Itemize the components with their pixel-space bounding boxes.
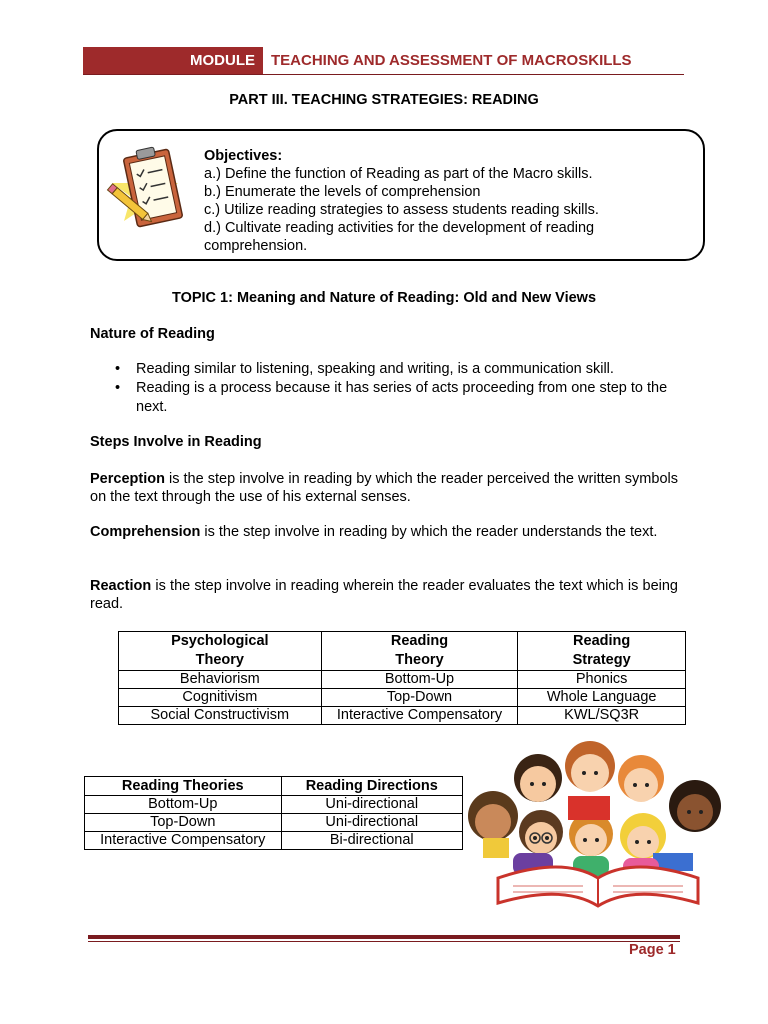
table-row	[85, 832, 463, 850]
nature-heading: Nature of Reading	[90, 326, 215, 342]
table-cell: Uni-directional	[281, 814, 462, 832]
nature-bullets	[113, 360, 683, 417]
table-row	[119, 707, 686, 725]
table-cell: Bi-directional	[281, 832, 462, 850]
module-header	[83, 47, 684, 75]
step-paragraph	[90, 577, 678, 613]
table-header-cell: Reading Theories	[85, 777, 282, 796]
table-header-cell: Reading Theory	[321, 632, 518, 671]
table-row	[85, 814, 463, 832]
step-paragraph	[90, 523, 678, 541]
table-header-cell: Psychological Theory	[119, 632, 322, 671]
table-row	[85, 796, 463, 814]
module-label: MODULE	[83, 47, 263, 74]
topic-title: TOPIC 1: Meaning and Nature of Reading: Old and New Views	[171, 290, 597, 306]
page-number: Page 1	[629, 942, 676, 958]
clipboard-checklist-icon	[100, 143, 190, 243]
children-reading-book-illustration	[463, 738, 733, 913]
table-cell: Interactive Compensatory	[85, 832, 282, 850]
table-cell: Social Constructivism	[119, 707, 322, 725]
table-cell: Bottom-Up	[85, 796, 282, 814]
table-cell: Uni-directional	[281, 796, 462, 814]
table-header-row	[85, 777, 463, 796]
step-text: is the step involve in reading wherein the reader evaluates the text which is being read.	[90, 578, 678, 612]
bullet-item: • Reading is a process because it has series of acts proceeding from one step to the next.	[113, 379, 683, 417]
footer-divider	[88, 935, 680, 939]
objectives-text	[204, 147, 664, 255]
table-header-cell: Reading Directions	[281, 777, 462, 796]
step-text: is the step involve in reading by which the reader perceived the written symbols on the text through the use of his external senses.	[90, 471, 678, 505]
bullet-item: • Reading similar to listening, speaking and writing, is a communication skill.	[113, 360, 683, 379]
table-row	[119, 689, 686, 707]
table-row	[119, 671, 686, 689]
module-title: TEACHING AND ASSESSMENT OF MACROSKILLS	[271, 52, 632, 69]
steps-heading: Steps Involve in Reading	[90, 434, 262, 450]
table-cell: Behaviorism	[119, 671, 322, 689]
step-paragraph	[90, 470, 678, 506]
objectives-heading: Objectives:	[204, 148, 283, 164]
table-cell: Top-Down	[321, 689, 518, 707]
table-cell: Whole Language	[518, 689, 686, 707]
footer-divider-thin	[88, 941, 680, 942]
table-header-cell: Reading Strategy	[518, 632, 686, 671]
objective-item: b.) Enumerate the levels of comprehension	[204, 184, 481, 200]
part-title: PART III. TEACHING STRATEGIES: READING	[229, 92, 539, 108]
step-text: is the step involve in reading by which the reader understands the text.	[200, 524, 658, 540]
table-header-row	[119, 632, 686, 671]
table-cell: Cognitivism	[119, 689, 322, 707]
step-term: Comprehension	[90, 524, 201, 540]
objective-item: c.) Utilize reading strategies to assess students reading skills.	[204, 202, 599, 218]
table-cell: Interactive Compensatory	[321, 707, 518, 725]
theory-strategy-table	[118, 631, 686, 725]
step-term: Perception	[90, 471, 165, 487]
table-cell: Top-Down	[85, 814, 282, 832]
objective-item: a.) Define the function of Reading as part of the Macro skills.	[204, 166, 593, 182]
table-cell: Phonics	[518, 671, 686, 689]
table-cell: Bottom-Up	[321, 671, 518, 689]
theory-direction-table	[84, 776, 463, 850]
table-cell: KWL/SQ3R	[518, 707, 686, 725]
objective-item: d.) Cultivate reading activities for the development of reading	[204, 220, 595, 236]
objective-item: comprehension.	[204, 238, 308, 254]
step-term: Reaction	[90, 578, 152, 594]
